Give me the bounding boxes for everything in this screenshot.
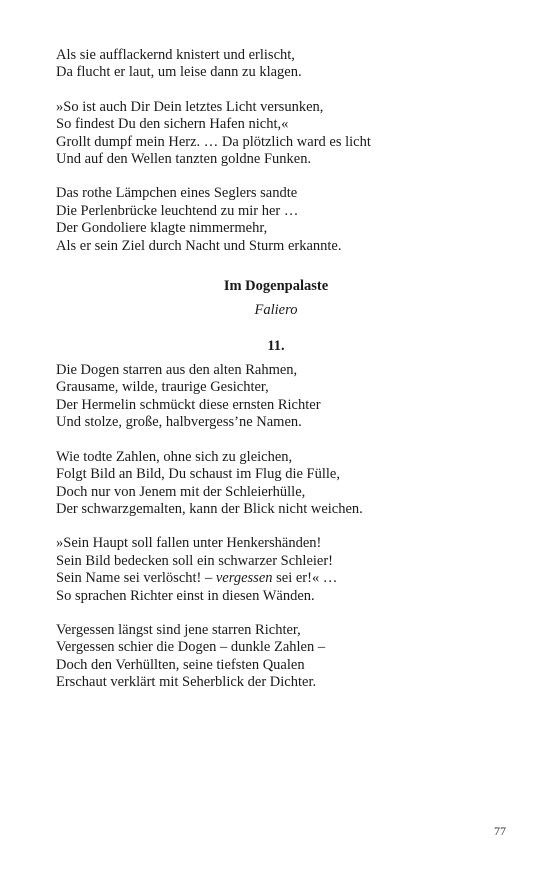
stanza xyxy=(56,449,496,519)
verse-line: Doch den Verhüllten, seine tiefsten Qualen xyxy=(56,656,305,673)
verse-line: Wie todte Zahlen, ohne sich zu gleichen, xyxy=(56,448,293,465)
page-body xyxy=(56,47,496,709)
verse-line: Der schwarzgemalten, kann der Blick nicht weichen. xyxy=(56,500,363,517)
verse-line: Das rothe Lämpchen eines Seglers sandte xyxy=(56,185,298,202)
verse-line: Da flucht er laut, um leise dann zu klagen. xyxy=(56,64,302,81)
verse-line: Vergessen schier die Dogen – dunkle Zahlen – xyxy=(56,639,326,656)
verse-line: Vergessen längst sind jene starren Richter, xyxy=(56,621,301,638)
stanza xyxy=(56,47,496,82)
verse-line: Als sie aufflackernd knistert und erlischt, xyxy=(56,47,295,63)
verse-line: Und auf den Wellen tanzten goldne Funken. xyxy=(56,151,312,168)
section-subtitle: Faliero xyxy=(254,302,298,319)
section-title: Im Dogenpalaste xyxy=(223,278,329,295)
verse-line: »Sein Haupt soll fallen unter Henkershänden! xyxy=(56,535,322,552)
verse-line: So sprachen Richter einst in diesen Wänden. xyxy=(56,587,315,604)
verse-line: Der Hermelin schmückt diese ernsten Richter xyxy=(56,396,321,413)
stanza xyxy=(56,622,496,692)
verse-line: Folgt Bild an Bild, Du schaust im Flug die Fülle, xyxy=(56,466,340,483)
verse-line: »So ist auch Dir Dein letztes Licht versunken, xyxy=(56,98,324,115)
stanza xyxy=(56,362,496,432)
verse-line-text: sei er!« … xyxy=(272,570,338,587)
verse-line: Die Dogen starren aus den alten Rahmen, xyxy=(56,362,298,379)
verse-line: Sein Bild bedecken soll ein schwarzer Schleier! xyxy=(56,552,334,569)
verse-line: Grollt dumpf mein Herz. … Da plötzlich ward es licht xyxy=(56,133,371,150)
page-number: 77 xyxy=(494,824,506,838)
poem-number: 11. xyxy=(267,338,285,355)
verse-line: Die Perlenbrücke leuchtend zu mir her … xyxy=(56,202,299,219)
verse-line xyxy=(56,570,496,587)
verse-line-text: Sein Name sei verlöscht! – xyxy=(56,570,216,587)
verse-line: Der Gondoliere klagte nimmermehr, xyxy=(56,220,268,237)
emphasized-word: vergessen xyxy=(215,570,273,587)
verse-line: Doch nur von Jenem mit der Schleierhülle, xyxy=(56,483,306,500)
verse-line: Und stolze, große, halbvergess’ne Namen. xyxy=(56,414,302,431)
stanza xyxy=(56,99,496,169)
stanza xyxy=(56,185,496,255)
stanza xyxy=(56,535,496,605)
verse-line: Erschaut verklärt mit Seherblick der Dichter. xyxy=(56,674,317,691)
verse-line: So findest Du den sichern Hafen nicht,« xyxy=(56,116,289,133)
verse-line: Als er sein Ziel durch Nacht und Sturm erkannte. xyxy=(56,237,342,254)
verse-line: Grausame, wilde, traurige Gesichter, xyxy=(56,379,269,396)
